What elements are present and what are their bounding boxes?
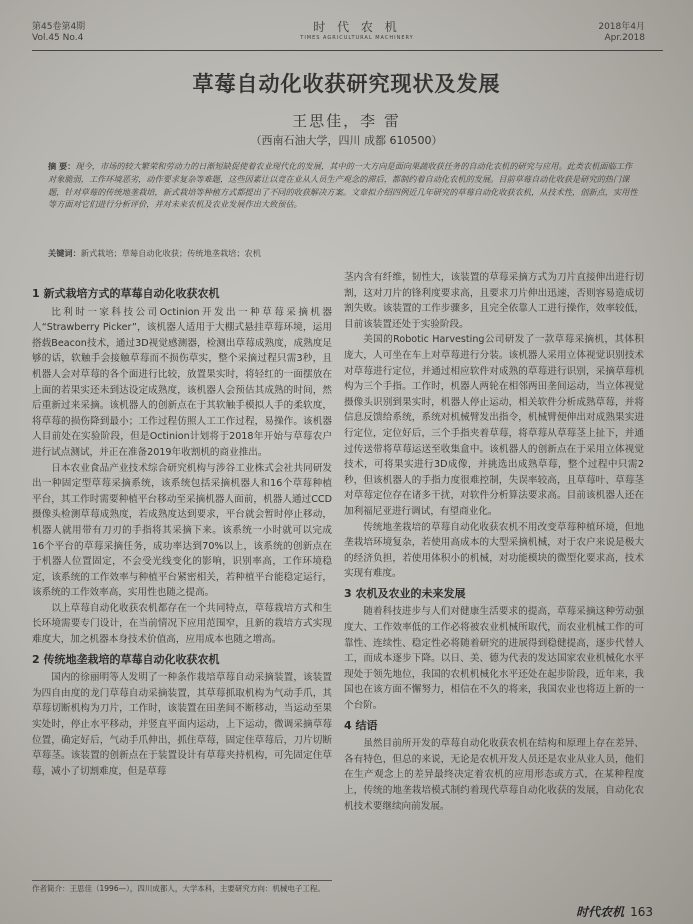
body-paragraph: 传统地垄栽培的草莓自动化收获农机不用改变草莓种植环境，但地垄栽培环境复杂，若使用高成本的大型采摘机械，对于农户来说是极大的经济负担，若使用体积小的机械，对功能模块的微型化要求高，技术实现有难度。: [344, 521, 644, 580]
section-heading: 3 农机及农业的未来发展: [344, 586, 466, 600]
journal-logo: 时代农机: [576, 905, 625, 919]
issue-date: [598, 22, 645, 44]
article-authors: 王思佳，李 雷: [292, 112, 401, 130]
section-heading: 4 结语: [344, 718, 378, 732]
body-paragraph: 比利时一家科技公司Octinion开发出一种草莓采摘机器人“Strawberry Picker”，该机器人适用于大棚式悬挂草莓环境，运用搭载Beacon技术，通过3D视觉感测器，检测出草莓成熟度，成熟度足够的话，软触手会接触草莓而不损伤草实，整个采摘过程只需3秒，且机器人会对草莓的各个面进行比较，放置果实时，将轻红的一面摆放在上面的若果实还未到达设定成熟度，该机器人会预估其成熟的时间，然后重新过来采摘。该机器人的创新点在于其软触手模拟人手的柔软度，将草莓的损伤降到最小；工作过程仿照人工工作过程，易操作。该机器人目前处在实验阶段，但是Octinion计划将于2018年开始与草莓农户进行试点测试，并正在准备2019年收割机的商业推出。: [32, 306, 332, 458]
author-footnote: 作者简介：王思佳（1996—），四川成都人，大学本科，主要研究方向：机械电子工程。: [32, 880, 332, 894]
section-heading: 2 传统地垄栽培的草莓自动化收获农机: [32, 652, 220, 666]
journal-en: TIMES AGRICULTURAL MACHINERY: [300, 35, 414, 41]
body-paragraph: 国内的徐丽明等人发明了一种条作栽培草莓自动采摘装置，该装置为四自由度的龙门草莓自动采摘装置，其草莓抓取机构为气动手爪，其草莓切断机构为刀片，工作时，该装置在田垄间不断移动，当运动至果实处时，停止水平移动，并竖直平面内运动，上下运动，微调采摘草莓位置，确定好后，气动手爪伸出，抓住草莓，固定住草莓后，刀片切断草莓茎。该装置的创新点在于装置设计有草莓夹持机构，可先固定住草莓，减小了切割难度，但是草莓: [32, 672, 332, 777]
body-paragraph: 虽然目前所开发的草莓自动化收获农机在结构和原理上存在差异、各有特色，但总的来说，无论是农机开发人员还是农业从业人员，他们在生产观念上的差异最终决定着农机的应用形态或方式，在某种程度上，传统的地垄栽培模式制约着现代草莓自动化收获的发展，自动化农机技术要继续向前发展。: [344, 738, 644, 812]
abstract: [48, 160, 638, 211]
page-folio: [576, 903, 653, 920]
abstract-label: 摘 要：: [48, 161, 76, 171]
issue-info: [32, 22, 85, 44]
body-paragraph: 茎内含有纤维，韧性大，该装置的草莓采摘方式为刀片直接伸出进行切割，这对刀片的锋利度要求高，且要求刀片伸出迅速，否则容易造成切割失败。该装置的工作步骤多，且完全依靠人工进行操作，效率较低，目前该装置还处于实验阶段。: [344, 272, 644, 330]
body-paragraph: 美国的Robotic Harvesting公司研发了一款草莓采摘机，其体积庞大，人可坐在车上对草莓进行分装。该机器人采用立体视觉识别技术对草莓进行定位，并通过相应软件对成熟的草莓进行识别，采摘草莓机构为三个手指。工作时，机器人两轮在相邻两田垄间运动，当立体视觉摄像头识别到果实时，机器人停止运动，相关软件分析成熟草莓，并将信息反馈给系统，系统对机械臂发出指令，机械臂便伸出对成熟果实进行定位，定位好后，三个手指夹着草莓，将草莓从草莓茎上扯下，并通过传送带将草莓运送至收集盒中。该机器人的创新点在于采用立体视觉技术，可将果实进行3D成像，并挑选出成熟草莓，整个过程中只需2秒，但该机器人的手指力度很难控制，失误率较高，且草莓叶、草莓茎对草莓定位存在诸多干扰，对软件分析算法要求高。目前该机器人还在加利福尼亚进行调试，有望商业化。: [344, 334, 644, 517]
body-paragraph: 随着科技进步与人们对健康生活要求的提高，草莓采摘这种劳动强度大、工作效率低的工作必将被农业机械所取代，而农业机械工作的可靠性、连续性、稳定性必将随着研究的进展得到稳健提高，逐步代替人工，而成本逐步下降。以日、美、德为代表的发达国家农业机械化水平现处于领先地位，我国的农机机械化水平还处在起步阶段，近年来，我国也在该方面不懈努力，相信在不久的将来，我国农业也将迈上新的一个台阶。: [344, 606, 644, 712]
abstract-text: 现今，市场的较大繁荣和劳动力的日渐短缺促使着农业现代化的发展，其中的一大方向是面向果蔬收获任务的自动化农机的研究与应用。此类农机面临工作对象脆弱，工作环境恶劣，动作要求复杂等难题，这些因素让以竞在业从人员生产观念的滞后，都制约着自动化农机的发展。目前草莓自动化收获是研究的热门课题，针对草莓的传统地垄栽培，新式栽培等种植方式都提出了不同的收获解决方案。文章拟介绍四例近几年研究的草莓自动化收获农机，从技术性，创新点，实用性等方面对它们进行分析评价，并对未来农机及农业发展作出大致预估。: [48, 161, 638, 210]
section-heading: 1 新式栽培方式的草莓自动化收获农机: [32, 287, 220, 300]
keywords: [48, 248, 638, 259]
article-affiliation: （西南石油大学，四川 成都 610500）: [250, 134, 443, 147]
keywords-text: 新式栽培；草莓自动化收获；传统地垄栽培；农机: [80, 248, 261, 258]
issue-cn: 第45卷第4期: [32, 22, 86, 32]
date-en: Apr.2018: [604, 33, 645, 43]
article-title: 草莓自动化收获研究现状及发展: [192, 71, 501, 96]
body-paragraph: 日本农业食品产业技术综合研究机构与涉谷工业株式会社共同研发出一种固定型草莓采摘系统，该系统包括采摘机器人和16个草莓种植平台，其工作时需要种植平台移动至采摘机器人面前，机器人通过CCD摄像头检测草莓成熟度，若成熟度达到要求，平台就会暂时停止移动，机器人就用带有刀刃的手指将其采摘下来。该系统一小时就可以完成16个平台的草莓采摘任务，成功率达到70%以上，该系统的创新点在于机器人位置固定，不会受光线变化的影响，识别率高，工作环境稳定，该系统的工作效率与种植平台紧密相关，若种植平台能稳定运行，该系统的工作效率高，实用性也随之提高。: [32, 462, 332, 599]
running-header: [32, 18, 673, 58]
keywords-label: 关键词：: [48, 248, 81, 258]
body-paragraph: 以上草莓自动化收获农机都存在一个共同特点，草莓栽培方式和生长环境需要专门设计，在当前情况下应用范围窄，且新的栽培方式实现难度大，加之机器本身技术价值高，应用成本也随之增高。: [32, 602, 332, 646]
page-number: 163: [630, 905, 653, 919]
journal-name: [282, 18, 432, 41]
date-cn: 2018年4月: [598, 22, 645, 32]
header-rule: [32, 50, 663, 51]
issue-en: Vol.45 No.4: [32, 33, 84, 43]
right-column: [344, 270, 644, 814]
journal-cn: 时 代 农 机: [313, 20, 401, 34]
left-column: [32, 282, 332, 779]
